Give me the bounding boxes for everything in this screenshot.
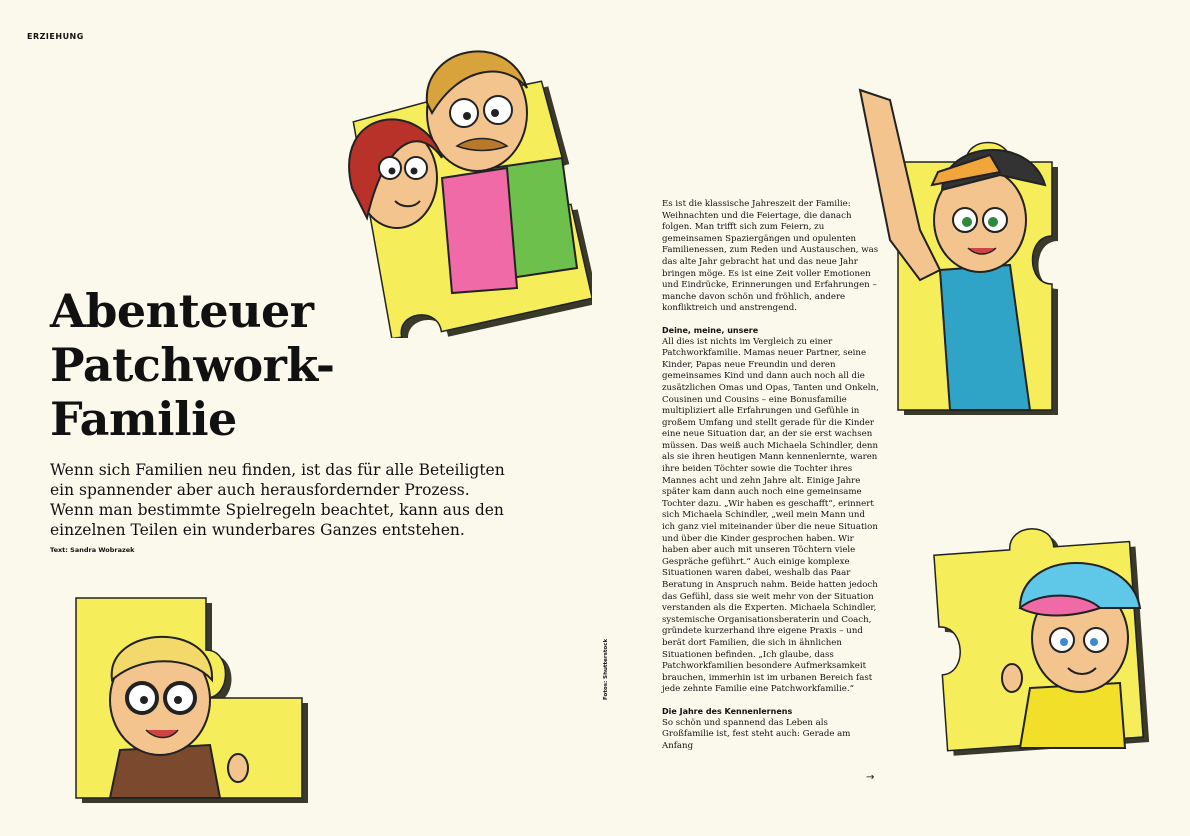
teen-puzzle-illustration [850, 80, 1080, 420]
intro-paragraph: Es ist die klassische Jahreszeit der Familie: Weihnachten und die Feiertage, die danach folgen. Man trifft sich zum Feiern, zu gemeinsamen Spaziergängen und opulenten Familienessen, zum Reden und Austauschen, was das alte Jahr gebracht hat und das neue Jahr bringen möge. Es ist eine Zeit voller Emotionen und Eindrücke, Erinnerungen und Erfahrungen – manche davon schön und fröhlich, andere konfliktreich und anstrengend. [662, 199, 879, 314]
title-line-2: Patchwork- [50, 338, 335, 392]
section-2-paragraph: So schön und spannend das Leben als Großfamilie ist, fest steht auch: Gerade am Anfang [662, 717, 851, 751]
section-rubric: ERZIEHUNG [27, 32, 84, 41]
couple-puzzle-illustration [292, 18, 592, 338]
title-line-1: Abenteuer [50, 284, 314, 338]
section-1-paragraph: All dies ist nichts im Vergleich zu einer Patchworkfamilie. Mamas neuer Partner, seine Kinder, Papas neue Freundin und deren gemeinsames Kind und dann auch noch all die zusätzlichen Omas und Opas, Tanten und Onkeln, Cousinen und Cousins – eine Bonusfamilie multipliziert alle Erfahrungen und Gefühle in großem Umfang und stellt gerade für die Kinder eine neue Situation dar, an der sie erst wachsen müssen. Das weiß auch Michaela Schindler, denn als sie ihren heutigen Mann kennenlernte, waren ihre beiden Töchter sowie die Tochter ihres Mannes acht und zehn Jahre alt. Einige Jahre später kam dann auch noch eine gemeinsame Tochter dazu. „Wir haben es geschafft“, erinnert sich Michaela Schindler, „weil mein Mann und ich ganz viel miteinander über die neue Situation und über die Kinder gesprochen haben. Wir haben aber auch mit unseren Töchtern viele Gespräche geführt.“ Auch einige komplexe Situationen waren dabei, weshalb das Paar Beratung in Anspruch nahm. Beide hatten jedoch das Gefühl, dass sie weit mehr von der Situation verstanden als die Experten. Michaela Schindler, systemische Organisationsberaterin und Coach, gründete kurzerhand ihre eigene Praxis – und berät dort Familien, die sich in ähnlichen Situationen befinden. „Ich glaube, dass Patchworkfamilien besondere Aufmerksamkeit brauchen, immerhin ist im urbanen Bereich fast jede zehnte Familie eine Patchworkfamilie.“ [662, 336, 879, 695]
subheading-1: Deine, meine, unsere [662, 325, 759, 335]
boy-glasses-puzzle-illustration [60, 580, 310, 810]
continue-arrow-icon: → [866, 772, 875, 783]
author-credit: Text: Sandra Wobrazek [50, 546, 135, 554]
lead-paragraph: Wenn sich Familien neu finden, ist das für alle Beteiligten ein spannender aber auch herausfordernder Prozess. Wenn man bestimmte Spielregeln beachtet, kann aus den einzelnen Teilen ein wunderbares Ganzes entstehen. [50, 461, 505, 539]
title-line-3: Familie [50, 392, 237, 446]
photo-credit: Fotos: Shutterstock [603, 638, 609, 700]
subheading-2: Die Jahre des Kennenlernens [662, 706, 793, 716]
article-body [662, 199, 880, 762]
girl-cap-puzzle-illustration [920, 468, 1160, 758]
